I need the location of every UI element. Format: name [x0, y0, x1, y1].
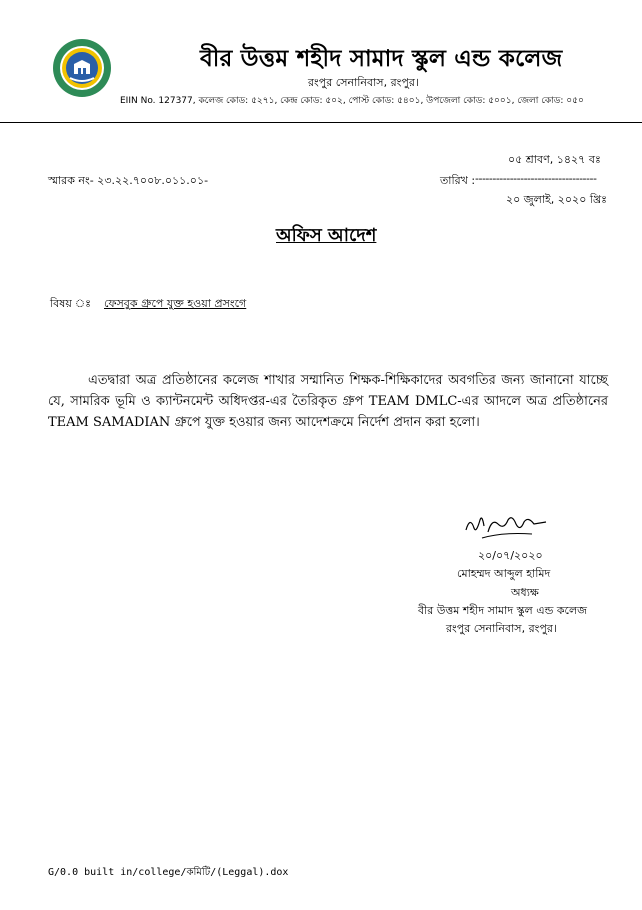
bengali-date: ০৫ শ্রাবণ, ১৪২৭ বঃ: [508, 153, 601, 166]
signatory-address: রংপুর সেনানিবাস, রংপুর।: [446, 622, 557, 635]
subject-label: বিষয় ঃ: [50, 297, 92, 310]
signature-date: ২০/০৭/২০২০: [478, 549, 543, 562]
signatory-school: বীর উত্তম শহীদ সামাদ স্কুল এন্ড কলেজ: [418, 604, 588, 617]
document-title: অফিস আদেশ: [276, 225, 377, 246]
school-address: রংপুর সেনানিবাস, রংপুর।: [308, 76, 419, 89]
footer-file-path: G/0.0 built in/college/কমিটি/(Leggal).dox: [48, 867, 289, 878]
date-label: তারিখ :: [440, 174, 476, 187]
signatory-title: অধ্যক্ষ: [511, 586, 539, 599]
handwritten-signature: [462, 510, 554, 544]
header-divider: [0, 122, 642, 123]
subject-text: ফেসবুক গ্রুপে যুক্ত হওয়া প্রসংগে: [104, 297, 247, 310]
school-codes: EIIN No. 127377, কলেজ কোড: ৫২৭১, কেন্দ্র কোড: ৫০২, পোস্ট কোড: ৫৪০১, উপজেলা কোড: ৫০০১, জেলা কোড: ০৫০: [120, 96, 584, 106]
memo-number: স্মারক নং- ২৩.২২.৭০০৮.০১১.০১-: [48, 174, 209, 187]
school-logo: [52, 38, 112, 98]
signatory-name: মোহম্মদ আব্দুল হামিদ: [457, 567, 551, 580]
body-paragraph: এতদ্বারা অত্র প্রতিষ্ঠানের কলেজ শাখার সম্মানিত শিক্ষক-শিক্ষিকাদের অবগতির জন্য জানানো যাচ্ছে যে, সামরিক ভূমি ও ক্যান্টনমেন্ট অধিদপ্তর-এর তৈরিকৃত গ্রুপ TEAM DMLC-এর আদলে অত্র প্রতিষ্ঠানের TEAM SAMADIAN গ্রুপে যুক্ত হওয়ার জন্য আদেশক্রমে নির্দেশ প্রদান করা হলো।: [48, 373, 608, 430]
date-line: -----------------------------------: [475, 172, 597, 185]
school-name: বীর উত্তম শহীদ সামাদ স্কুল এন্ড কলেজ: [200, 46, 563, 72]
english-date: ২০ জুলাই, ২০২০ খ্রিঃ: [506, 193, 608, 206]
